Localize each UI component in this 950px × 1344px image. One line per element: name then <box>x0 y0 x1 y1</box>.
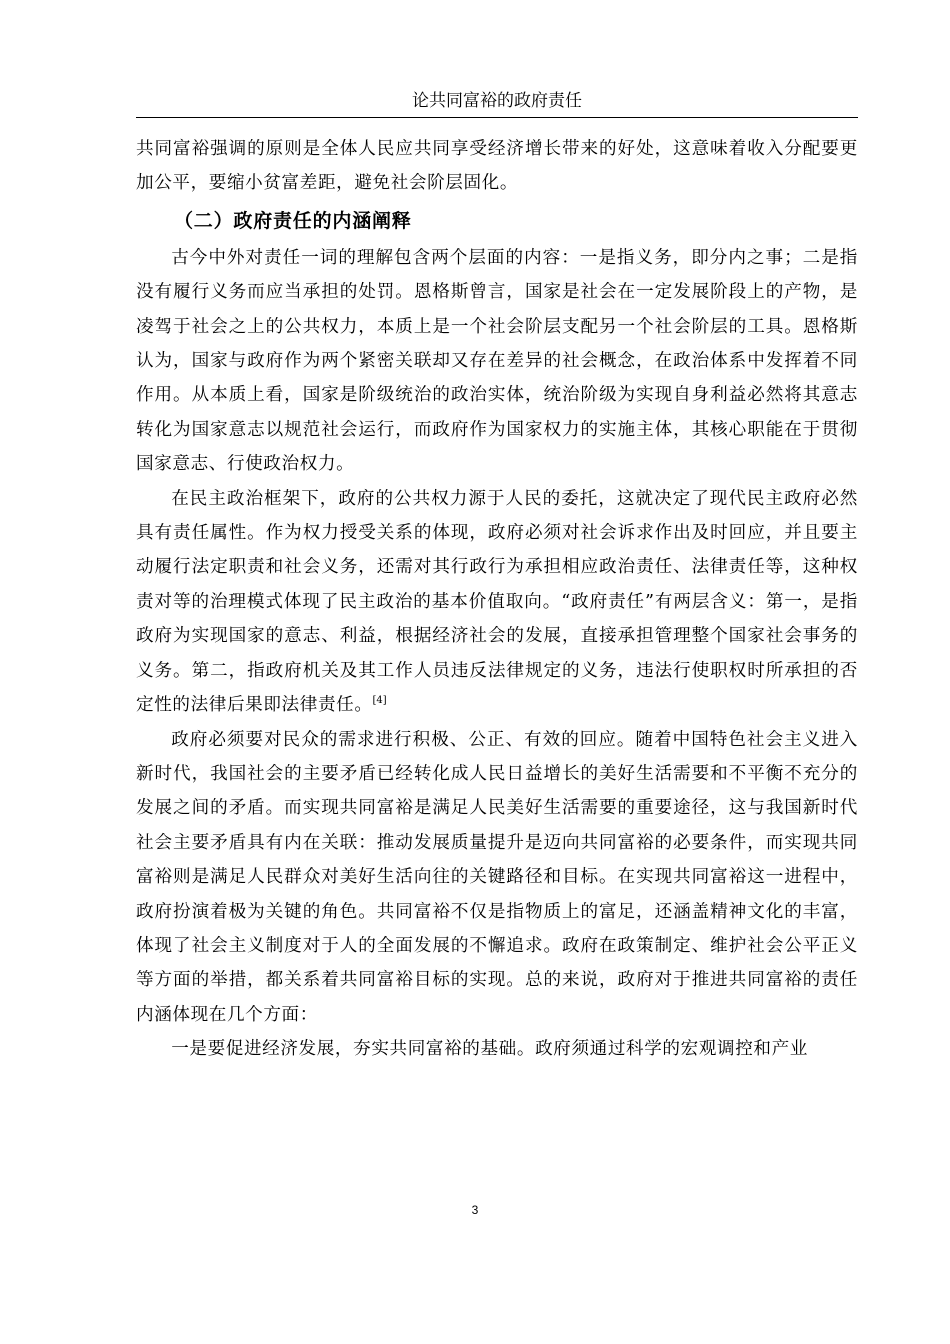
paragraph-government-response: 政府必须要对民众的需求进行积极、公正、有效的回应。随着中国特色社会主义进入新时代，我国社会的主要矛盾已经转化成人民日益增长的美好生活需要和不平衡不充分的发展之间的矛盾。而实现共同富裕是满足人民美好生活需要的重要途径，这与我国新时代社会主要矛盾具有内在关联：推动发展质量提升是迈向共同富裕的必要条件，而实现共同富裕则是满足人民群众对美好生活向往的关键路径和目标。在实现共同富裕这一进程中，政府扮演着极为关键的角色。共同富裕不仅是指物质上的富足，还涵盖精神文化的丰富，体现了社会主义制度对于人的全面发展的不懈追求。政府在政策制定、维护社会公平正义等方面的举措，都关系着共同富裕目标的实现。总的来说，政府对于推进共同富裕的责任内涵体现在几个方面： <box>136 729 858 1025</box>
citation-reference: [4] <box>372 695 387 707</box>
paragraph-continuation: 共同富裕强调的原则是全体人民应共同享受经济增长带来的好处，这意味着收入分配要更加公平，要缩小贫富差距，避免社会阶层固化。 <box>136 139 858 194</box>
paragraph-democratic-government <box>136 482 858 723</box>
paragraph-democratic-government-text: 在民主政治框架下，政府的公共权力源于人民的委托，这就决定了现代民主政府必然具有责任属性。作为权力授受关系的体现，政府必须对社会诉求作出及时回应，并且要主动履行法定职责和社会义务，还需对其行政行为承担相应政治责任、法律责任等，这种权责对等的治理模式体现了民主政治的基本价值取向。“政府责任”有两层含义：第一，是指政府为实现国家的意志、利益，根据经济社会的发展，直接承担管理整个国家社会事务的义务。第二，指政府机关及其工作人员违反法律规定的义务，违法行使职权时所承担的否定性的法律后果即法律责任。 <box>136 488 858 716</box>
paragraph-responsibility-meaning: 古今中外对责任一词的理解包含两个层面的内容：一是指义务，即分内之事；二是指没有履行义务而应当承担的处罚。恩格斯曾言，国家是社会在一定发展阶段上的产物，是凌驾于社会之上的公共权力，本质上是一个社会阶层支配另一个社会阶层的工具。恩格斯认为，国家与政府作为两个紧密关联却又存在差异的社会概念，在政治体系中发挥着不同作用。从本质上看，国家是阶级统治的政治实体，统治阶级为实现自身利益必然将其意志转化为国家意志以规范社会运行，而政府作为国家权力的实施主体，其核心职能在于贯彻国家意志、行使政治权力。 <box>136 247 858 475</box>
header-rule <box>136 117 858 118</box>
document-body <box>136 132 858 1067</box>
section-heading: （二）政府责任的内涵阐释 <box>174 209 412 232</box>
paragraph-economic-development: 一是要促进经济发展，夯实共同富裕的基础。政府须通过科学的宏观调控和产业 <box>171 1039 808 1060</box>
running-header: 论共同富裕的政府责任 <box>412 91 582 111</box>
page-number: 3 <box>471 1203 479 1217</box>
